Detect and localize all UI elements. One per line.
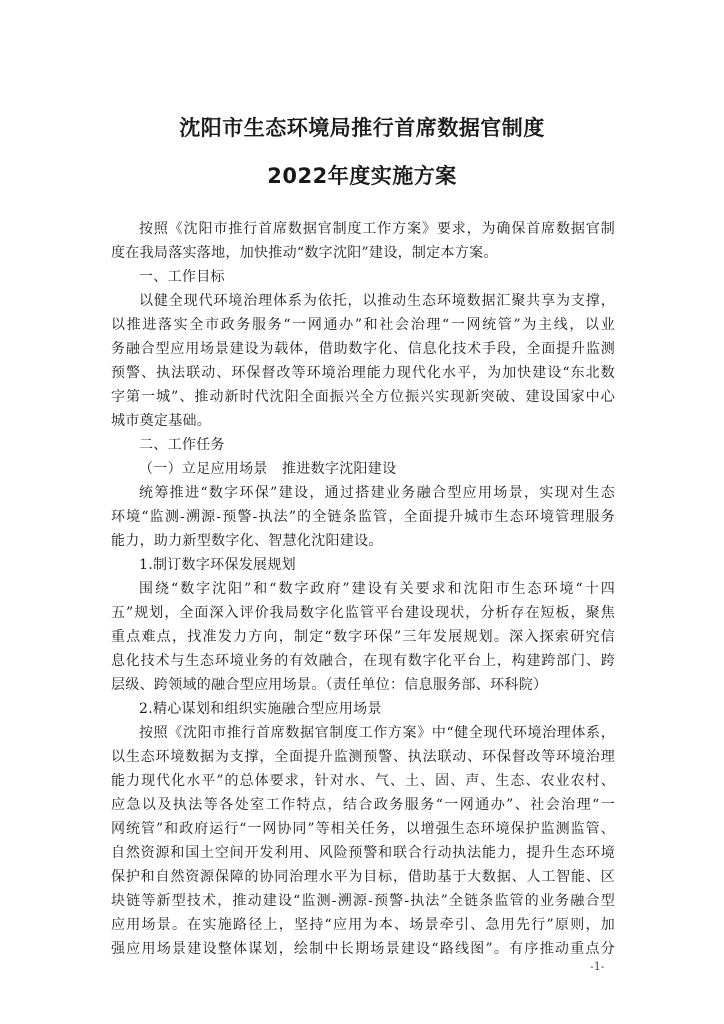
body-line: 环境“监测-溯源-预警-执法”的全链条监管，全面提升城市生态环境管理服务 — [111, 509, 615, 525]
body-line: 务融合型应用场景建设为载体，借助数字化、信息化技术手段，全面提升监测 — [111, 341, 615, 357]
document-subtitle: 2022年度实施方案 — [267, 164, 457, 188]
body-line: 预警、执法联动、环保督改等环境治理能力现代化水平，为加快建设“东北数 — [111, 365, 615, 381]
subsection-heading: （一）立足应用场景 推进数字沈阳建设 — [139, 461, 397, 477]
body-line: 能力，助力新型数字化、智慧化沈阳建设。 — [111, 533, 383, 549]
body-line: 应用场景。在实施路径上，坚持“应用为本、场景牵引、急用先行”原则，加 — [111, 917, 615, 933]
body-line: 重点难点，找准发力方向，制定“数字环保”三年发展规划。深入探索研究信 — [111, 629, 615, 645]
document-title: 沈阳市生态环境局推行首席数据官制度 — [179, 116, 545, 140]
body-line: 按照《沈阳市推行首席数据官制度工作方案》中“健全现代环境治理体系， — [139, 725, 615, 741]
section-heading: 二、工作任务 — [139, 437, 225, 453]
body-line: 城市奠定基础。 — [111, 413, 212, 429]
body-line: 自然资源和国土空间开发利用、风险预警和联合行动执法能力，提升生态环境 — [111, 845, 615, 861]
body-line: 字第一城”、推动新时代沈阳全面振兴全方位振兴实现新突破、建设国家中心 — [111, 389, 615, 405]
body-line: 围绕“数字沈阳”和“数字政府”建设有关要求和沈阳市生态环境“十四 — [139, 581, 615, 597]
body-line: 以生态环境数据为支撑，全面提升监测预警、执法联动、环保督改等环境治理 — [111, 749, 615, 765]
item-heading: 2.精心谋划和组织实施融合型应用场景 — [139, 701, 382, 717]
body-line: 五”规划，全面深入评价我局数字化监管平台建设现状，分析存在短板，聚焦 — [111, 605, 615, 621]
item-heading: 1.制订数字环保发展规划 — [139, 557, 296, 573]
section-heading: 一、工作目标 — [139, 269, 225, 285]
body-line: 能力现代化水平”的总体要求，针对水、气、土、固、声、生态、农业农村、 — [111, 773, 615, 789]
body-line: 应急以及执法等各处室工作特点，结合政务服务“一网通办”、社会治理“一 — [111, 797, 615, 813]
page-number: -1- — [590, 960, 605, 973]
body-line: 块链等新型技术，推动建设“监测-溯源-预警-执法”全链条监管的业务融合型 — [111, 893, 615, 909]
body-line: 按照《沈阳市推行首席数据官制度工作方案》要求，为确保首席数据官制 — [139, 221, 615, 237]
body-line: 统筹推进“数字环保”建设，通过搭建业务融合型应用场景，实现对生态 — [139, 485, 615, 501]
body-line: 度在我局落实落地，加快推动“数字沈阳”建设，制定本方案。 — [111, 245, 498, 261]
body-line: 息化技术与生态环境业务的有效融合，在现有数字化平台上，构建跨部门、跨 — [111, 653, 615, 669]
body-line: 以健全现代环境治理体系为依托，以推动生态环境数据汇聚共享为支撑， — [139, 293, 615, 309]
body-line: 层级、跨领域的融合型应用场景。（责任单位：信息服务部、环科院） — [111, 677, 548, 693]
body-line: 网统管”和政府运行“一网协同”等相关任务，以增强生态环境保护监测监管、 — [111, 821, 615, 837]
body-line: 强应用场景建设整体谋划，绘制中长期场景建设“路线图”。有序推动重点分 — [111, 941, 615, 957]
body-line: 以推进落实全市政务服务“一网通办”和社会治理“一网统管”为主线，以业 — [111, 317, 615, 333]
body-line: 保护和自然资源保障的协同治理水平为目标，借助基于大数据、人工智能、区 — [111, 869, 615, 885]
